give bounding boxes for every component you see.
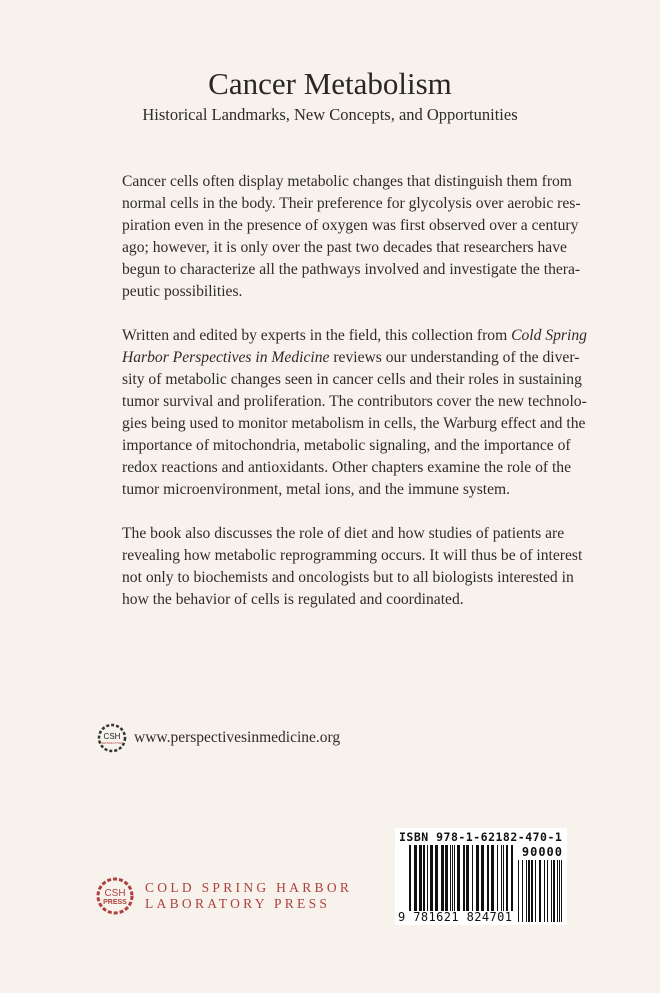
text-line xyxy=(122,325,587,347)
text-segment: redox reactions and antioxidants. Other chapters examine the role of the xyxy=(122,459,572,476)
barcode-bar xyxy=(511,845,513,911)
barcode-bar xyxy=(452,845,453,911)
text-segment: not only to biochemists and oncologists but to all biologists interested in xyxy=(122,569,574,586)
barcode-bar xyxy=(501,845,502,911)
text-line xyxy=(122,545,583,567)
text-segment: tumor microenvironment, metal ions, and the immune system. xyxy=(122,481,511,498)
text-segment: ago; however, it is only over the past two decades that researchers have xyxy=(122,239,567,256)
addon-bar xyxy=(553,860,555,922)
logo-text: CSH xyxy=(104,888,126,899)
text-line xyxy=(122,193,581,215)
text-segment: piration even in the presence of oxygen was first observed over a century xyxy=(122,217,579,234)
paragraph xyxy=(122,171,581,303)
book-subtitle: Historical Landmarks, New Concepts, and Opportunities xyxy=(142,105,518,124)
barcode-bar xyxy=(435,845,438,911)
addon-bar xyxy=(547,860,548,922)
addon-bar xyxy=(557,860,558,922)
text-segment: importance of mitochondria, metabolic signaling, and the importance of xyxy=(122,437,571,454)
text-line xyxy=(122,413,586,435)
barcode-bar xyxy=(472,845,473,911)
addon-bar xyxy=(522,860,523,922)
italic-text: Cold Spring xyxy=(511,327,587,344)
text-segment: tumor survival and proliferation. The contributors cover the new technolo- xyxy=(122,393,587,410)
barcode-bar xyxy=(497,845,498,911)
barcode-bar xyxy=(476,845,479,911)
text-segment: sity of metabolic changes seen in cancer cells and their roles in sustaining xyxy=(122,371,582,388)
addon-bar xyxy=(551,860,552,922)
paragraph xyxy=(122,523,583,611)
website-block xyxy=(96,722,340,754)
barcode-bar xyxy=(414,845,417,911)
barcode-bar xyxy=(454,845,455,911)
barcode-bar xyxy=(457,845,460,911)
publisher-block xyxy=(95,876,352,916)
price-code: 90000 xyxy=(521,845,563,859)
text-segment: The book also discusses the role of diet and how studies of patients are xyxy=(122,525,565,542)
text-segment: begun to characterize all the pathways involved and investigate the thera- xyxy=(122,261,581,278)
csh-perspectives-logo-icon xyxy=(96,722,128,754)
isbn-text: ISBN 978-1-62182-470-1 xyxy=(399,830,563,844)
addon-bar xyxy=(559,860,560,922)
barcode-bar xyxy=(427,845,428,911)
text-segment: Cancer cells often display metabolic changes that distinguish them from xyxy=(122,173,572,190)
text-line xyxy=(122,281,540,303)
logo-text: CSH xyxy=(103,732,121,741)
addon-bar xyxy=(531,860,533,922)
text-line xyxy=(122,171,572,193)
barcode-bar xyxy=(463,845,465,911)
barcode-bar xyxy=(503,845,504,911)
logo-subtext: PERSPECTIVES xyxy=(100,741,124,745)
text-segment: how the behavior of cells is regulated and coordinated. xyxy=(122,591,464,608)
text-line xyxy=(122,523,565,545)
book-title: Cancer Metabolism xyxy=(208,66,452,101)
addon-bar xyxy=(535,860,536,922)
barcode-bar xyxy=(450,845,451,911)
addon-bar xyxy=(544,860,545,922)
text-line xyxy=(122,435,571,457)
text-segment: Written and edited by experts in the field, this collection from xyxy=(122,327,512,344)
addon-bar xyxy=(518,860,519,922)
logo-subtext: PRESS xyxy=(103,899,127,906)
text-segment: normal cells in the body. Their preference for glycolysis over aerobic res- xyxy=(122,195,581,212)
text-line xyxy=(122,589,540,611)
barcode-bar xyxy=(409,845,411,911)
barcode-digits: 9 781621 824701 xyxy=(398,910,513,924)
barcode-bar xyxy=(430,845,433,911)
publisher-line-1: COLD SPRING HARBOR xyxy=(145,880,353,895)
text-segment: revealing how metabolic reprogramming occurs. It will thus be of interest xyxy=(122,547,583,564)
publisher-line-2: LABORATORY PRESS xyxy=(145,896,331,911)
text-line xyxy=(122,215,579,237)
barcode-bar xyxy=(481,845,484,911)
text-segment: gies being used to monitor metabolism in cells, the Warburg effect and the xyxy=(122,415,586,432)
addon-bar xyxy=(528,860,530,922)
website-url[interactable]: www.perspectivesinmedicine.org xyxy=(134,729,341,746)
text-line xyxy=(122,479,540,501)
paragraph xyxy=(122,325,587,501)
text-line xyxy=(122,259,581,281)
addon-bar xyxy=(561,860,562,922)
text-segment: reviews our understanding of the diver- xyxy=(329,349,580,366)
text-line xyxy=(122,391,587,413)
barcode-bar xyxy=(445,845,448,911)
text-line xyxy=(122,369,582,391)
text-line xyxy=(122,347,580,369)
blurb xyxy=(122,171,587,633)
text-line xyxy=(122,567,574,589)
isbn-barcode xyxy=(395,828,567,925)
text-line xyxy=(122,457,572,479)
barcode-bar xyxy=(441,845,444,911)
barcode-bar xyxy=(506,845,508,911)
barcode-bar xyxy=(487,845,489,911)
publisher-name xyxy=(145,880,352,912)
barcode-bar xyxy=(419,845,422,911)
addon-bar xyxy=(539,860,541,922)
text-line xyxy=(122,237,567,259)
csh-press-logo-icon xyxy=(95,876,135,916)
barcode-bar xyxy=(466,845,469,911)
addon-bar xyxy=(526,860,527,922)
barcode-bar xyxy=(423,845,425,911)
barcode-bar xyxy=(491,845,494,911)
text-segment: peutic possibilities. xyxy=(122,283,243,300)
italic-text: Harbor Perspectives in Medicine xyxy=(122,349,330,366)
